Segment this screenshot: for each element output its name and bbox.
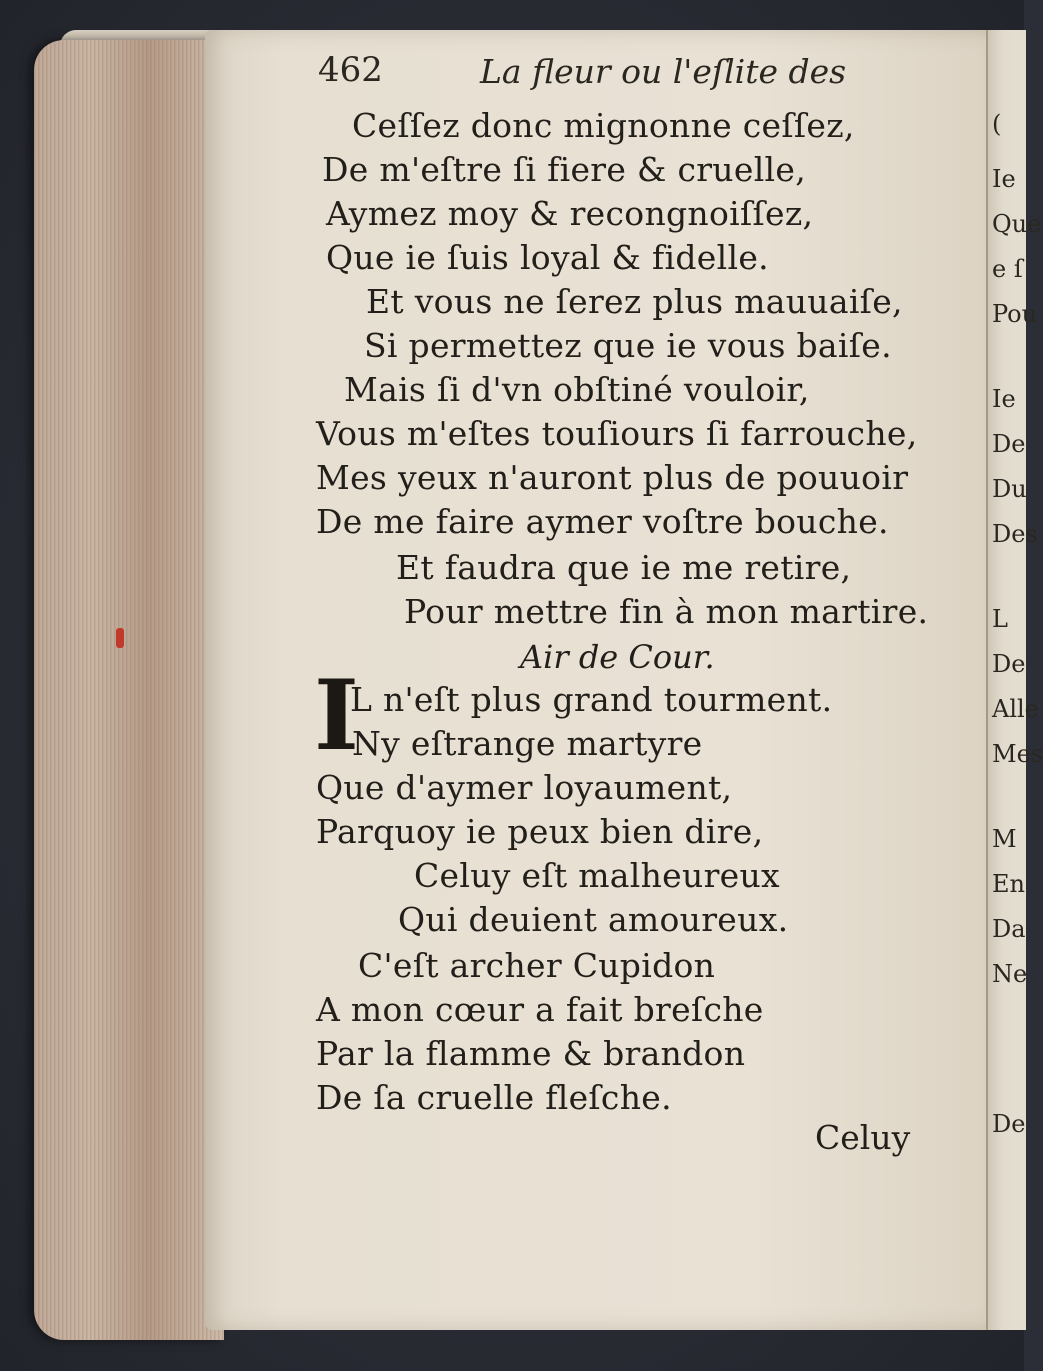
facing-page-fragment: Ie <box>992 165 1016 193</box>
catchword: Celuy <box>815 1118 911 1157</box>
facing-page-fragment: Du <box>992 475 1027 503</box>
verse-line: Que d'aymer loyaument, <box>316 768 733 807</box>
facing-page-fragment: De <box>992 650 1026 678</box>
facing-page-fragment: Ne <box>992 960 1028 988</box>
verse-line: Aymez moy & recongnoiſſez, <box>326 194 814 233</box>
facing-page-fragment: Des <box>992 520 1038 548</box>
section-title: Air de Cour. <box>520 638 715 676</box>
verse-line: Si permettez que ie vous baiſe. <box>364 326 892 365</box>
verse-line: C'eſt archer Cupidon <box>358 946 716 985</box>
facing-page-fragment: Que <box>992 210 1042 238</box>
verse-line: Celuy eſt malheureux <box>414 856 780 895</box>
facing-page-fragment: Ie <box>992 385 1016 413</box>
facing-page-fragment: ( <box>992 110 1002 138</box>
facing-page-fragment: De <box>992 430 1026 458</box>
verse-line: De ſa cruelle fleſche. <box>316 1078 672 1117</box>
drop-cap: I <box>314 659 359 772</box>
verse-line: Que ie ſuis loyal & fidelle. <box>326 238 769 277</box>
verse-line: De m'eſtre ſi fiere & cruelle, <box>322 150 807 189</box>
facing-page-fragment: Pou <box>992 300 1038 328</box>
verse-line: Mes yeux n'auront plus de pouuoir <box>316 458 909 497</box>
facing-page-fragment: M <box>992 825 1017 853</box>
red-edge-mark <box>116 628 124 648</box>
verse-line: Vous m'eſtes touſiours ſi farrouche, <box>316 414 918 453</box>
book-page-stack <box>34 40 224 1340</box>
verse-line: Parquoy ie peux bien dire, <box>316 812 764 851</box>
facing-page-fragment: L <box>992 605 1008 633</box>
page-number: 462 <box>318 50 383 90</box>
verse-line: Ceſſez donc mignonne ceſſez, <box>352 106 855 145</box>
facing-page <box>986 30 1043 1330</box>
verse-line: Ny eſtrange martyre <box>352 724 703 763</box>
facing-page-fragment: De <box>992 1110 1026 1138</box>
verse-line: Pour mettre fin à mon martire. <box>404 592 929 631</box>
verse-line: Par la flamme & brandon <box>316 1034 746 1073</box>
facing-page-fragment: e ſ <box>992 255 1023 283</box>
facing-page-fragment: Alle <box>992 695 1039 723</box>
facing-page-fragment: Da <box>992 915 1026 943</box>
running-title: La fleur ou l'eſlite des <box>480 52 847 91</box>
verse-line: L n'eſt plus grand tourment. <box>350 680 833 719</box>
verse-line: Mais ſi d'vn obſtiné vouloir, <box>344 370 810 409</box>
facing-page-fragment: En <box>992 870 1025 898</box>
verse-line: Et vous ne ſerez plus mauuaiſe, <box>366 282 903 321</box>
facing-page-fragment: Mes <box>992 740 1043 768</box>
verse-line: Qui deuient amoureux. <box>398 900 789 939</box>
verse-line: De me faire aymer voſtre bouche. <box>316 502 889 541</box>
verse-line: Et faudra que ie me retire, <box>396 548 852 587</box>
verse-line: A mon cœur a fait breſche <box>316 990 764 1029</box>
page-header <box>318 50 847 100</box>
